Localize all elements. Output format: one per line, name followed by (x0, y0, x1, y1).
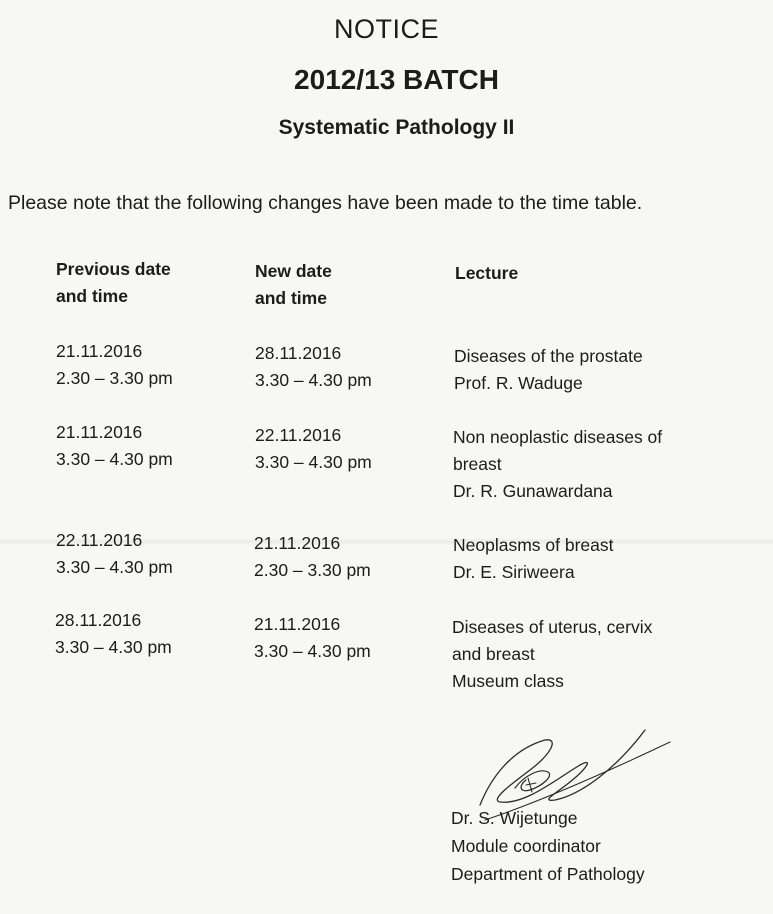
row-2-previous-time: 3.30 – 4.30 pm (56, 449, 173, 469)
row-3-lecture (453, 532, 614, 586)
row-4-previous (55, 607, 172, 661)
row-4-lecture-note: Museum class (452, 671, 564, 691)
signatory-block (451, 804, 645, 888)
notice-title: NOTICE (333, 14, 439, 44)
row-2-lecture (453, 424, 662, 505)
batch-heading: 2012/13 BATCH (294, 64, 499, 95)
signatory-department: Department of Pathology (451, 864, 645, 884)
row-4-previous-time: 3.30 – 4.30 pm (55, 637, 172, 657)
header-new-date (255, 258, 332, 312)
row-3-new-date: 21.11.2016 (254, 533, 341, 553)
row-3-new-time: 2.30 – 3.30 pm (254, 560, 371, 580)
header-previous-line-2: and time (56, 286, 128, 306)
header-previous-date (56, 256, 171, 310)
row-1-lecture-title: Diseases of the prostate (454, 346, 643, 366)
row-4-new-time: 3.30 – 4.30 pm (254, 641, 371, 661)
row-2-new-time: 3.30 – 4.30 pm (255, 452, 372, 472)
row-3-lecture-title: Neoplasms of breast (453, 535, 614, 555)
row-4-previous-date: 28.11.2016 (55, 610, 142, 630)
row-3-previous-date: 22.11.2016 (56, 530, 143, 550)
header-previous-line-1: Previous date (56, 259, 171, 279)
row-3-previous (56, 527, 173, 581)
row-2-previous (56, 419, 173, 473)
header-new-line-1: New date (255, 261, 332, 281)
row-2-new-date: 22.11.2016 (255, 425, 342, 445)
subject-heading: Systematic Pathology II (278, 116, 515, 139)
intro-paragraph: Please note that the following changes have been made to the time table. (8, 192, 643, 214)
row-1-lecturer: Prof. R. Waduge (454, 373, 583, 393)
header-new-line-2: and time (255, 288, 327, 308)
row-2-lecture-title-cont: breast (453, 454, 502, 474)
row-4-new-date: 21.11.2016 (254, 614, 341, 634)
row-2-lecture-title: Non neoplastic diseases of (453, 427, 663, 447)
header-lecture-line-1: Lecture (455, 263, 519, 283)
row-1-previous-date: 21.11.2016 (56, 341, 143, 361)
row-2-previous-date: 21.11.2016 (56, 422, 143, 442)
row-1-new-date: 28.11.2016 (255, 343, 342, 363)
row-1-previous (56, 338, 173, 392)
signatory-name: Dr. S. Wijetunge (451, 808, 578, 828)
row-1-previous-time: 2.30 – 3.30 pm (56, 368, 173, 388)
row-3-previous-time: 3.30 – 4.30 pm (56, 557, 173, 577)
signatory-role: Module coordinator (451, 836, 601, 856)
row-2-new (255, 422, 372, 476)
header-lecture (455, 260, 518, 287)
row-4-lecture (452, 614, 652, 695)
row-3-new (254, 530, 371, 584)
row-4-lecture-title-cont: and breast (452, 644, 535, 664)
row-2-lecturer: Dr. R. Gunawardana (453, 481, 613, 501)
row-4-lecture-title: Diseases of uterus, cervix (452, 617, 653, 637)
row-1-new (255, 340, 372, 394)
row-1-new-time: 3.30 – 4.30 pm (255, 370, 372, 390)
row-4-new (254, 611, 371, 665)
row-3-lecturer: Dr. E. Siriweera (453, 562, 575, 582)
row-1-lecture (454, 343, 643, 397)
